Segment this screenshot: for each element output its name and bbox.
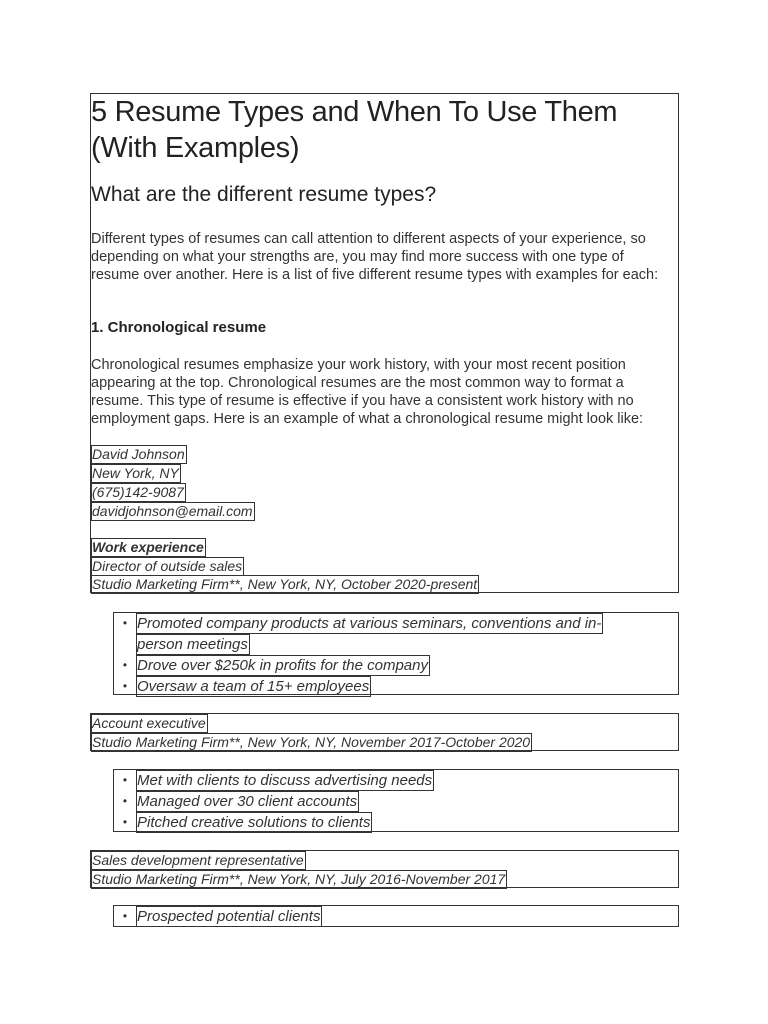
list-item: • Oversaw a team of 15+ employees [114, 676, 678, 697]
bullet-list [113, 612, 679, 695]
list-item: • Drove over $250k in profits for the company [114, 655, 678, 676]
contact-location: New York, NY [92, 465, 179, 481]
bullet-icon: • [122, 909, 128, 923]
list-item: • Managed over 30 client accounts [114, 791, 678, 812]
bullet-icon: • [122, 773, 128, 787]
list-item: • Prospected potential clients [114, 906, 678, 927]
job-title: Sales development representative [92, 852, 304, 868]
job-company: Studio Marketing Firm**, New York, NY, November 2017-October 2020 [92, 734, 531, 750]
bullet-list [113, 769, 679, 832]
job-title: Account executive [92, 715, 206, 731]
contact-phone: (675)142-9087 [92, 484, 184, 500]
page-title: 5 Resume Types and When To Use Them (With Examples) [91, 96, 618, 164]
bullet-icon: • [122, 658, 128, 672]
article-main-block [90, 93, 679, 593]
list-item: • Pitched creative solutions to clients [114, 812, 678, 833]
chronological-paragraph: Chronological resumes emphasize your work history, with your most recent position appearing at the top. Chronological resumes are the most common way to format a resume. This type of resume is effective if you have a consistent work history with no employment gaps. Here is an example of what a chronological resume might look like: [91, 357, 644, 427]
job-company: Studio Marketing Firm**, New York, NY, October 2020-present [92, 576, 478, 592]
bullet-icon: • [122, 616, 128, 630]
section-subtitle: What are the different resume types? [91, 183, 437, 206]
work-experience-heading: Work experience [92, 539, 204, 555]
intro-paragraph: Different types of resumes can call attention to different aspects of your experience, so depending on what your strengths are, you may find more success with one type of resume over another. Here is a list of five different resume types with examples for each: [91, 231, 659, 283]
bullet-icon: • [122, 815, 128, 829]
list-item: • Promoted company products at various seminars, conventions and in- [114, 613, 678, 634]
job-block [90, 850, 679, 888]
list-item: person meetings [137, 636, 248, 653]
bullet-list [113, 905, 679, 927]
contact-name: David Johnson [92, 446, 185, 462]
bullet-icon: • [122, 679, 128, 693]
job-block [90, 713, 679, 751]
section-heading-chronological: 1. Chronological resume [91, 319, 267, 336]
bullet-icon: • [122, 794, 128, 808]
list-item: • Met with clients to discuss advertising needs [114, 770, 678, 791]
job-company: Studio Marketing Firm**, New York, NY, July 2016-November 2017 [92, 871, 506, 887]
contact-email: davidjohnson@email.com [92, 503, 253, 519]
job-title: Director of outside sales [92, 558, 243, 574]
